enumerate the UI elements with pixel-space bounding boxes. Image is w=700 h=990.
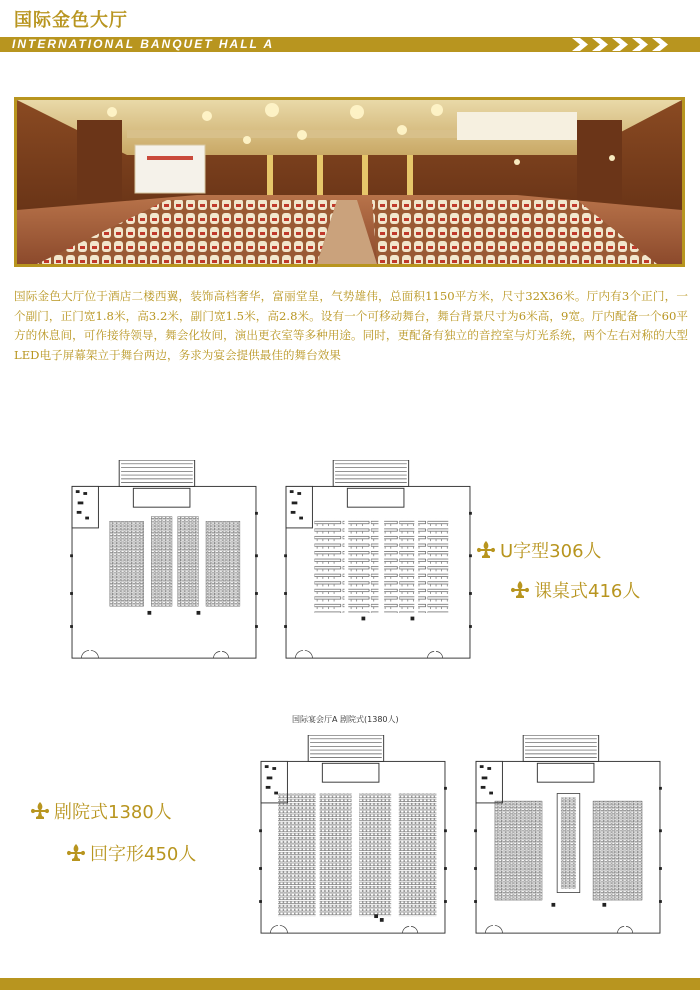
floor-plan-hollow-square [468, 735, 668, 935]
floor-plan-classroom [278, 460, 478, 660]
fleur-de-lis-icon [30, 801, 50, 821]
layout-label-hollow-square [66, 840, 196, 866]
footer-band [0, 978, 700, 990]
title-band [0, 37, 700, 52]
hall-description: 国际金色大厅位于酒店二楼西翼，装饰高档奢华，富丽堂皇，气势雄伟，总面积1150平方米，尺寸32X36米。厅内有3个正门，一个副门，正门宽1.8米，高3.2米，副门宽1.5米，高2.8米。设有一个可移动舞台，舞台背景尺寸为6米高，9宽。厅内配备一个60平方的休息间，可作接待领导，舞会化妆间，演出更衣室等多种用途。同时，更配备有独立的音控室与灯光系统，两个左右对称的大型LED电子屏幕架立于舞台两边，务求为宴会提供最佳的舞台效果 [14, 289, 688, 362]
hall-photo-illustration [17, 100, 682, 264]
plan-caption: 国际宴会厅A 剧院式(1380人) [292, 715, 399, 724]
fleur-de-lis-icon [510, 580, 530, 600]
layout-label-u-shape [476, 537, 602, 563]
banquet-hall-photo [14, 97, 685, 267]
layout-label-text: 剧院式1380人 [54, 802, 172, 823]
fleur-de-lis-icon [66, 843, 86, 863]
page-title: 国际金色大厅 [14, 10, 128, 31]
fleur-de-lis-icon [476, 540, 496, 560]
chevrons-icon [572, 38, 692, 51]
hall-english-title: INTERNATIONAL BANQUET HALL A [12, 37, 275, 51]
layout-label-text: U字型306人 [500, 541, 602, 562]
floor-plan-u-shape [64, 460, 264, 660]
layout-label-classroom [510, 577, 640, 603]
floor-plan-theatre [253, 735, 453, 935]
layout-label-text: 课桌式416人 [534, 581, 641, 602]
layout-label-text: 回字形450人 [90, 844, 197, 865]
layout-label-theatre [30, 798, 172, 824]
